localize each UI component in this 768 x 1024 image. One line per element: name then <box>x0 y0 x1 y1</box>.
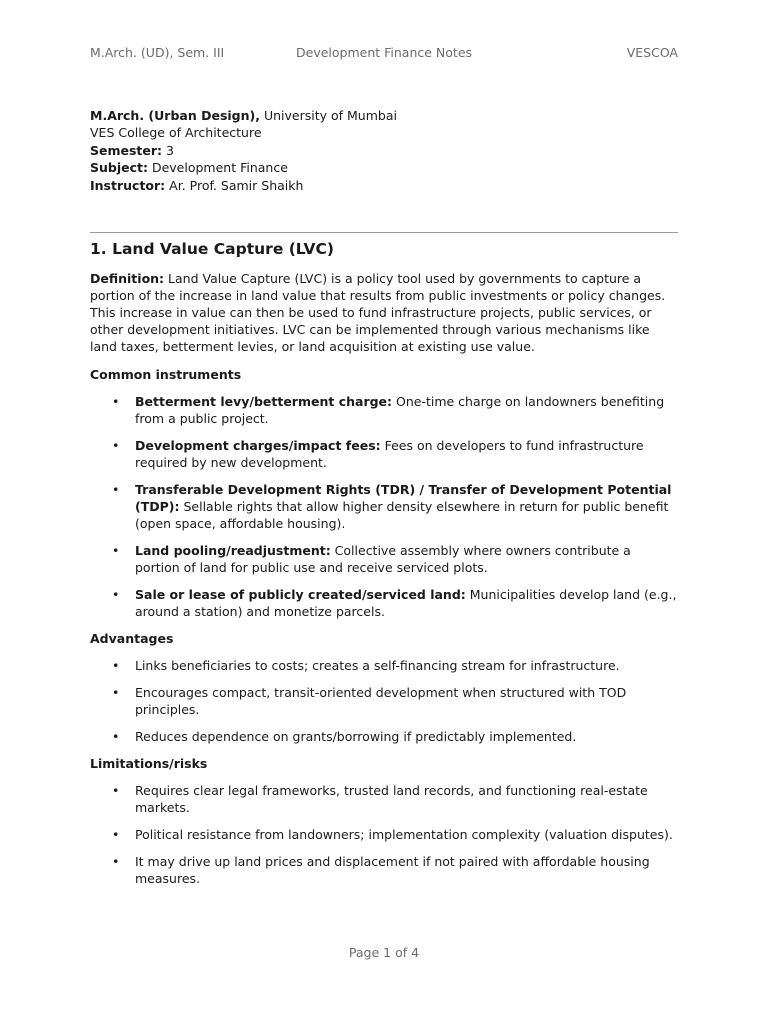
limitation-text: It may drive up land prices and displacement if not paired with affordable housing measures. <box>135 854 650 886</box>
advantage-text: Encourages compact, transit-oriented development when structured with TOD principles. <box>135 685 627 717</box>
header-institution: VESCOA <box>626 45 678 60</box>
section-content <box>90 238 678 897</box>
bullet-icon: • <box>112 854 120 869</box>
instrument-text: One-time charge on landowners benefiting from a public project. <box>135 394 665 426</box>
meta-semester-value: 3 <box>162 142 174 158</box>
instrument-text: Sellable rights that allow higher density elsewhere in return for public benefit (open space, affordable housing). <box>135 499 669 531</box>
bullet-icon: • <box>112 783 120 798</box>
bullet-icon: • <box>112 394 120 409</box>
bullet-icon: • <box>112 543 120 558</box>
meta-semester <box>90 142 678 159</box>
header-title: Development Finance Notes <box>296 45 473 60</box>
instrument-text: Collective assembly where owners contribute a portion of land for public use and receive serviced plots. <box>135 543 631 575</box>
document-page <box>90 0 678 1024</box>
list-item <box>90 657 678 674</box>
meta-instructor-label: Instructor: <box>90 177 166 193</box>
list-item <box>90 393 678 427</box>
list-item <box>90 586 678 620</box>
meta-college: VES College of Architecture <box>90 125 262 141</box>
meta-program-label: M.Arch. (Urban Design), <box>90 108 260 123</box>
list-item <box>90 826 678 843</box>
advantages-list <box>90 657 678 745</box>
list-item <box>90 437 678 471</box>
instrument-term: Betterment levy/betterment charge: <box>135 394 393 409</box>
instrument-term: Development charges/impact fees: <box>135 438 381 453</box>
definition-paragraph <box>90 270 678 355</box>
bullet-icon: • <box>112 482 120 497</box>
definition-label: Definition: <box>90 271 165 286</box>
bullet-icon: • <box>112 658 120 673</box>
instrument-text: Fees on developers to fund infrastructure required by new development. <box>135 438 644 470</box>
meta-instructor-value: Ar. Prof. Samir Shaikh <box>165 177 304 193</box>
limitation-text: Requires clear legal frameworks, trusted land records, and functioning real-estate markets. <box>135 783 648 815</box>
course-meta <box>90 107 678 194</box>
advantage-text: Links beneficiaries to costs; creates a self-financing stream for infrastructure. <box>135 658 620 673</box>
list-item <box>90 728 678 745</box>
meta-subject-value: Development Finance <box>148 160 288 176</box>
list-item <box>90 853 678 887</box>
limitation-text: Political resistance from landowners; implementation complexity (valuation disputes). <box>135 827 673 842</box>
advantages-heading: Advantages <box>90 631 174 646</box>
meta-program <box>90 107 678 124</box>
instruments-list <box>90 393 678 620</box>
page-number: Page 1 of 4 <box>348 945 420 960</box>
instrument-term: Land pooling/readjustment: <box>135 543 331 558</box>
advantage-text: Reduces dependence on grants/borrowing if predictably implemented. <box>135 729 577 744</box>
meta-program-value: University of Mumbai <box>259 108 397 123</box>
list-item <box>90 782 678 816</box>
section-title: 1. Land Value Capture (LVC) <box>90 240 335 258</box>
instrument-text: Municipalities develop land (e.g., around a station) and monetize parcels. <box>135 587 677 619</box>
section-divider <box>90 232 678 233</box>
meta-semester-label: Semester: <box>90 142 163 158</box>
instruments-heading: Common instruments <box>90 367 242 382</box>
list-item <box>90 542 678 576</box>
bullet-icon: • <box>112 729 120 744</box>
definition-text: Land Value Capture (LVC) is a policy tool used by governments to capture a portion of the increase in land value that results from public investments or policy changes. This increase in value can then be used to fund infrastructure projects, public services, or other development initiatives. LVC can be implemented through various mechanisms like land taxes, betterment levies, or land acquisition at existing use value. <box>90 271 666 354</box>
meta-subject <box>90 159 678 176</box>
instrument-term: Transferable Development Rights (TDR) / Transfer of Development Potential (TDP): <box>135 482 672 514</box>
running-header <box>90 45 678 63</box>
instrument-term: Sale or lease of publicly created/serviced land: <box>135 587 466 602</box>
meta-subject-label: Subject: <box>90 160 148 176</box>
list-item <box>90 481 678 532</box>
header-course: M.Arch. (UD), Sem. III <box>90 45 225 60</box>
list-item <box>90 684 678 718</box>
limitations-list <box>90 782 678 887</box>
bullet-icon: • <box>112 827 120 842</box>
bullet-icon: • <box>112 587 120 602</box>
bullet-icon: • <box>112 438 120 453</box>
meta-instructor <box>90 177 678 194</box>
limitations-heading: Limitations/risks <box>90 756 208 771</box>
bullet-icon: • <box>112 685 120 700</box>
